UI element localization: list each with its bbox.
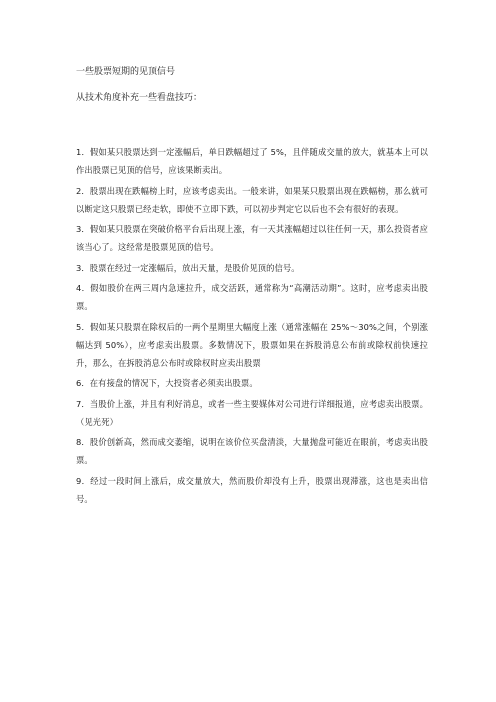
signal-item-8: 7．当股价上涨，并且有利好消息，或者一些主要媒体对公司进行详细报道，应考虑卖出股票。（见光死）	[76, 398, 428, 427]
signal-item-3: 3．假如某只股票在突破价格平台后出现上涨，有一天其涨幅超过以往任何一天，那么投资者应该当心了。这经常是股票见顶的信号。	[76, 224, 428, 252]
document-subtitle: 从技术角度补充一些看盘技巧：	[76, 93, 203, 103]
signal-item-5: 4．假如股价在两三周内急速拉升，成交活跃，通常称为“高潮活动期”。这时，应考虑卖出股票。	[76, 283, 428, 311]
signal-item-1: 1．假如某只股票达到一定涨幅后，单日跌幅超过了 5%，且伴随成交量的放大，就基本上可以作出股票已见顶的信号，应该果断卖出。	[76, 147, 428, 175]
signal-item-2: 2．股票出现在跌幅榜上时，应该考虑卖出。一般来讲，如果某只股票出现在跌幅榜，那么就可以断定这只股票已经走软，即使不立即下跌，可以初步判定它以后也不会有很好的表现。	[76, 185, 428, 214]
document-title: 一些股票短期的见顶信号	[76, 67, 176, 77]
signal-item-10: 9．经过一段时间上涨后，成交量放大，然而股价却没有上升，股票出现滞涨，这也是卖出信号。	[76, 475, 428, 504]
signal-list	[76, 143, 428, 510]
signal-item-6: 5．假如某只股票在除权后的一两个星期里大幅度上涨（通常涨幅在 25%～30%之间，个别涨幅达到 50%），应考虑卖出股票。多数情况下，股票如果在拆股消息公布前或除权前快速拉升，那么，在拆股消息公布时或除权时应卖出股票	[76, 321, 428, 368]
signal-item-4: 3．股票在经过一定涨幅后，放出天量，是股价见顶的信号。	[76, 262, 300, 273]
signal-item-9: 8．股价创新高，然而成交萎缩，说明在该价位买盘清淡，大量抛盘可能近在眼前，考虑卖出股票。	[76, 437, 428, 465]
signal-item-7: 6．在有接盘的情况下，大投资者必须卖出股票。	[76, 378, 258, 388]
